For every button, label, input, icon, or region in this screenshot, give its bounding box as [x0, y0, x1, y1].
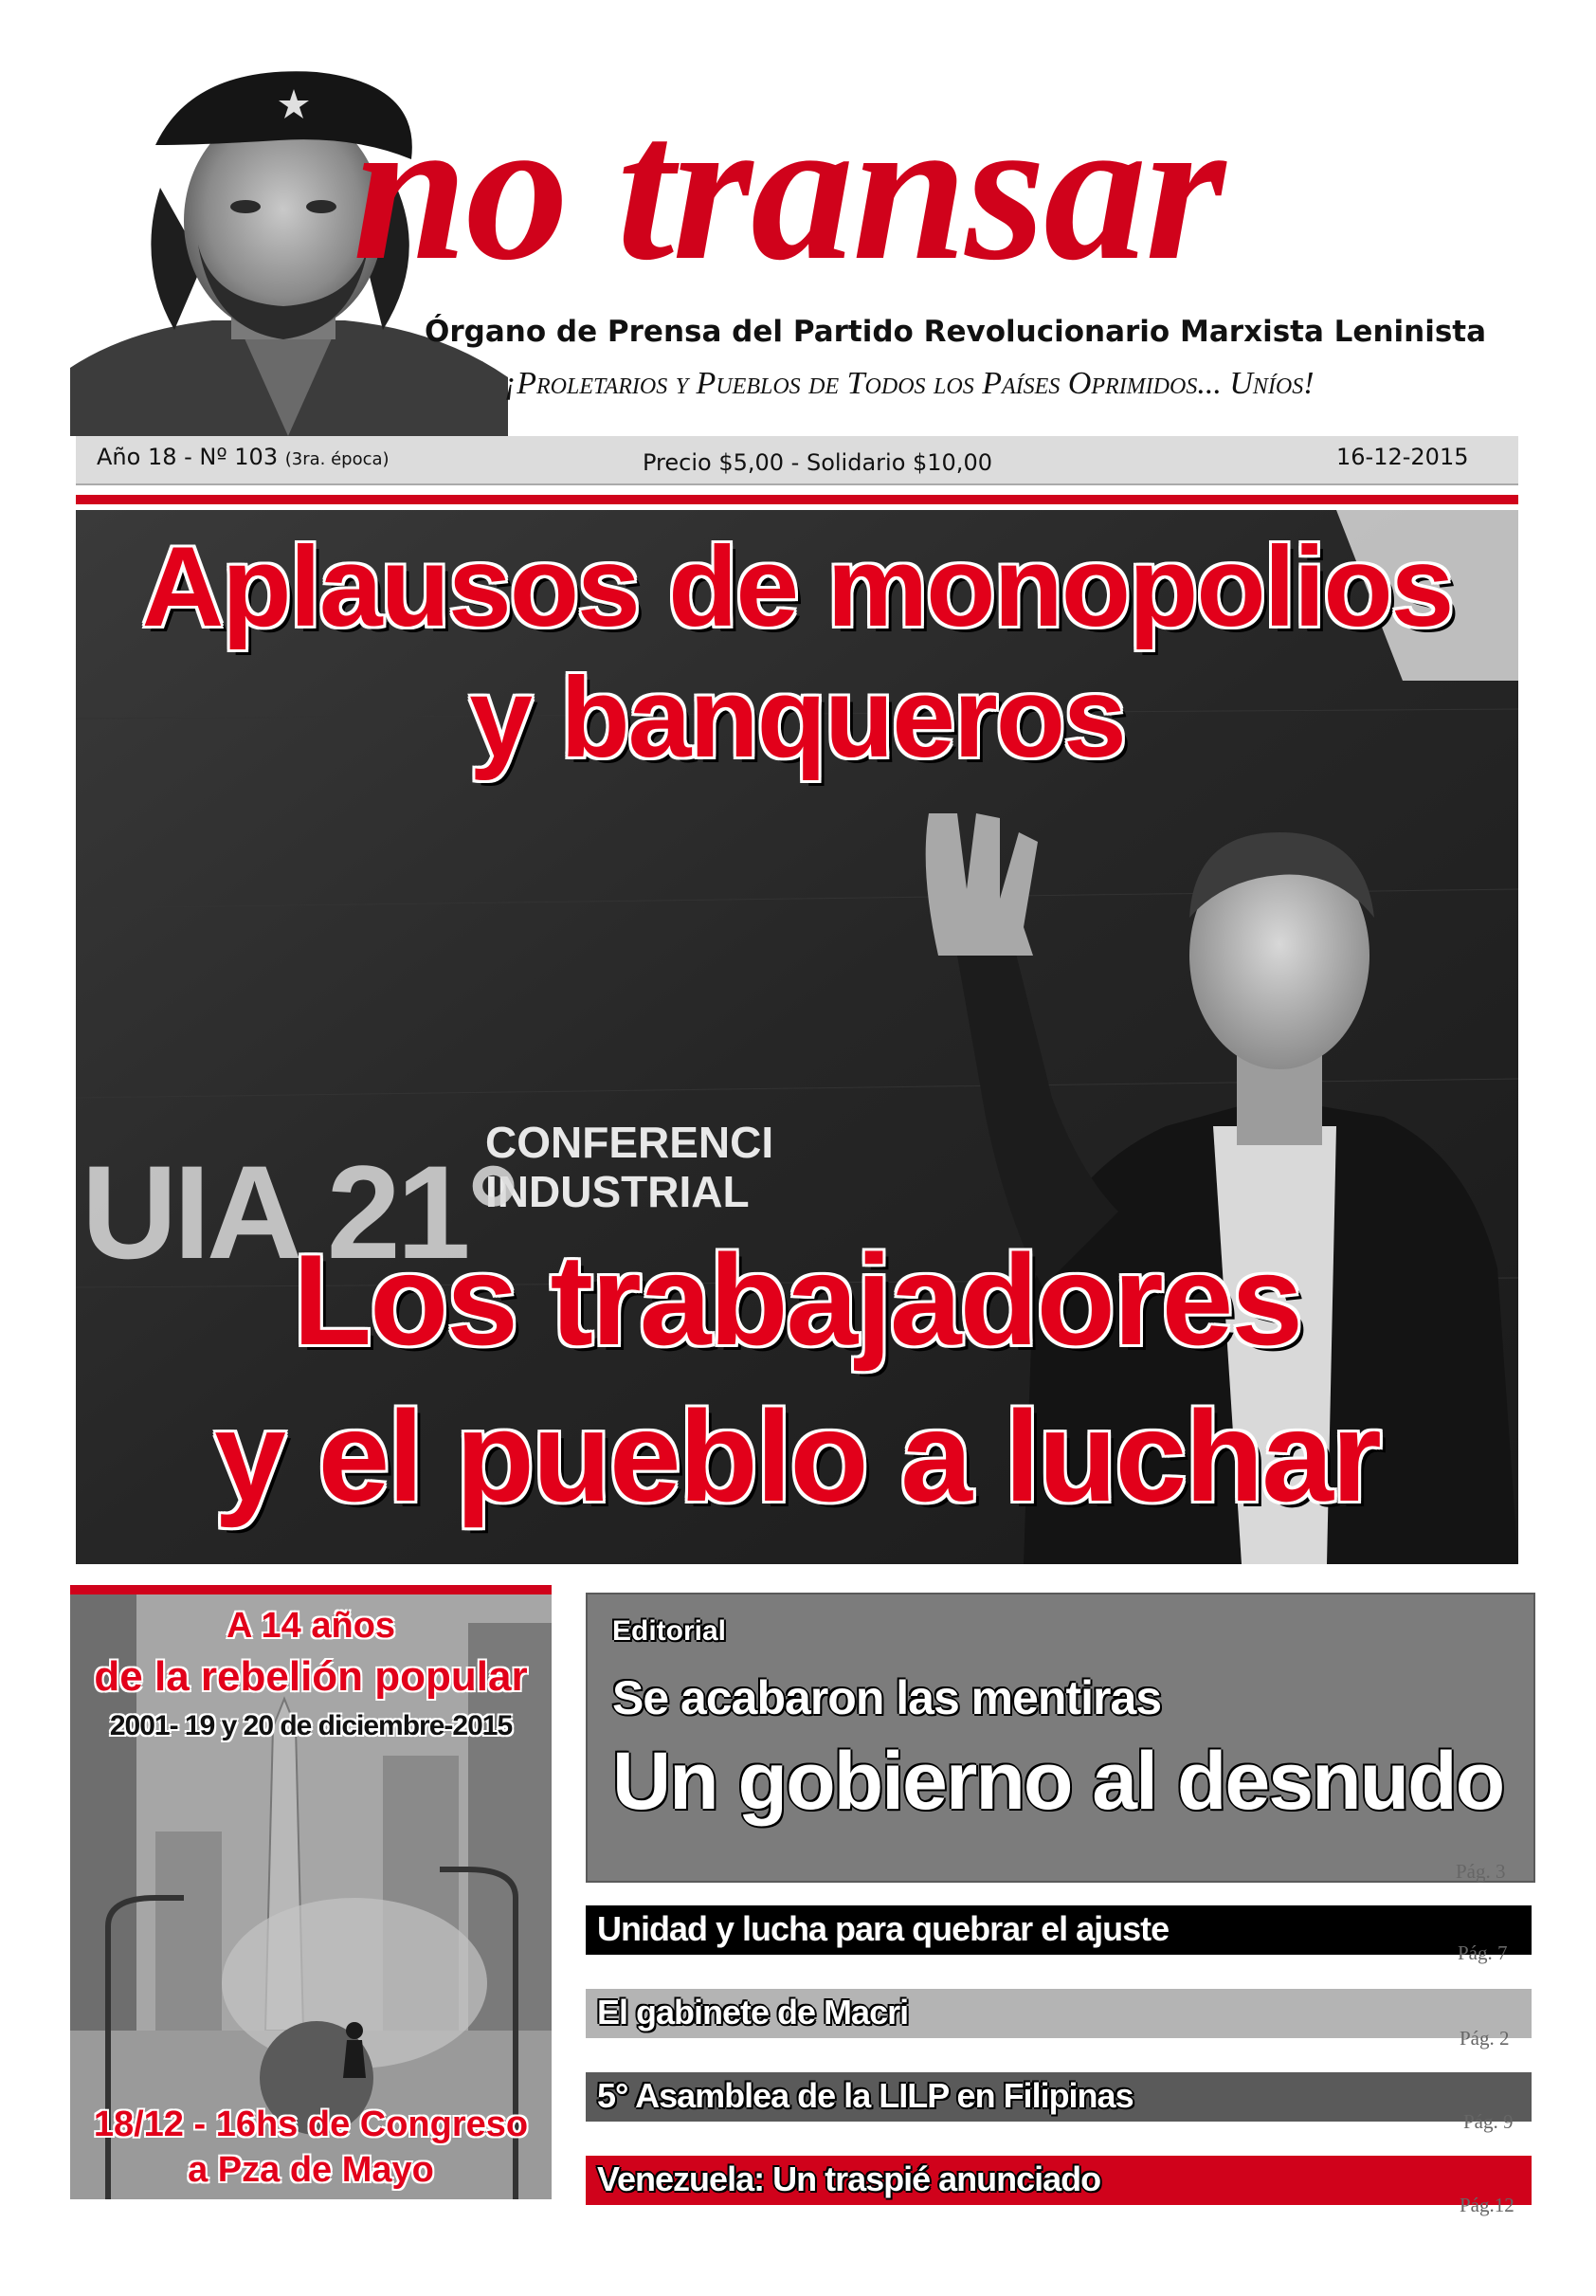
screen-text-industrial: INDUSTRIAL — [485, 1167, 750, 1216]
masthead-title: no transar — [353, 75, 1224, 303]
issue-date: 16-12-2015 — [1336, 444, 1469, 470]
poster-line-2: de la rebelión popular — [94, 1653, 528, 1700]
editorial-headline: Se acabaron las mentiras — [612, 1671, 1162, 1724]
story-label: El gabinete de Macri — [597, 1993, 909, 2032]
story-strip-3[interactable] — [586, 2072, 1532, 2122]
editorial-page-ref: Pág. 3 — [1456, 1860, 1506, 1883]
story-page-ref: Pág. 9 — [1463, 2110, 1514, 2133]
poster-line-1: A 14 años — [226, 1606, 396, 1646]
poster-red-bar — [70, 1585, 552, 1594]
headline-bottom-line-1: Los trabajadores — [293, 1228, 1301, 1372]
editorial-box[interactable] — [586, 1593, 1535, 1883]
issue-label: Año 18 - Nº 103 — [97, 444, 279, 470]
story-label: Unidad y lucha para quebrar el ajuste — [597, 1909, 1170, 1948]
issue-number — [97, 444, 390, 470]
poster-line-3: 2001- 19 y 20 de diciembre-2015 — [109, 1710, 513, 1741]
screen-text-conference: CONFERENCI — [485, 1118, 774, 1167]
hero-photo — [76, 510, 1518, 1564]
anniversary-poster — [70, 1585, 552, 2199]
red-rule-divider — [76, 495, 1518, 504]
epoch-label: (3ra. época) — [284, 449, 390, 469]
masthead-slogan: ¡Proletarios y Pueblos de Todos los Países Oprimidos... Uníos! — [504, 366, 1315, 401]
story-strip-4[interactable] — [586, 2156, 1532, 2205]
screen-logo: UIA 21° — [82, 1138, 517, 1286]
headline-bottom-line-2: y el pueblo a luchar — [214, 1384, 1380, 1528]
editorial-kicker: Editorial — [612, 1615, 727, 1647]
headline-top-line-1: Aplausos de monopolios — [141, 523, 1453, 650]
info-bar — [76, 436, 1518, 485]
story-page-ref: Pág.12 — [1460, 2194, 1514, 2216]
poster-line-4: 18/12 - 16hs de Congreso — [93, 2105, 529, 2144]
masthead-subtitle: Órgano de Prensa del Partido Revolucionario Marxista Leninista — [425, 315, 1487, 349]
story-label: 5° Asamblea de la LILP en Filipinas — [597, 2076, 1134, 2115]
story-label: Venezuela: Un traspié anunciado — [597, 2159, 1101, 2198]
story-page-ref: Pág. 2 — [1460, 2027, 1510, 2050]
story-strip-2[interactable] — [586, 1989, 1532, 2038]
story-page-ref: Pág. 7 — [1458, 1941, 1508, 1964]
editorial-title: Un gobierno al desnudo — [612, 1736, 1504, 1827]
price-label: Precio $5,00 - Solidario $10,00 — [643, 449, 992, 476]
poster-line-5: a Pza de Mayo — [188, 2150, 434, 2190]
headline-top-line-2: y banqueros — [469, 654, 1125, 781]
story-strip-1[interactable] — [586, 1905, 1532, 1955]
